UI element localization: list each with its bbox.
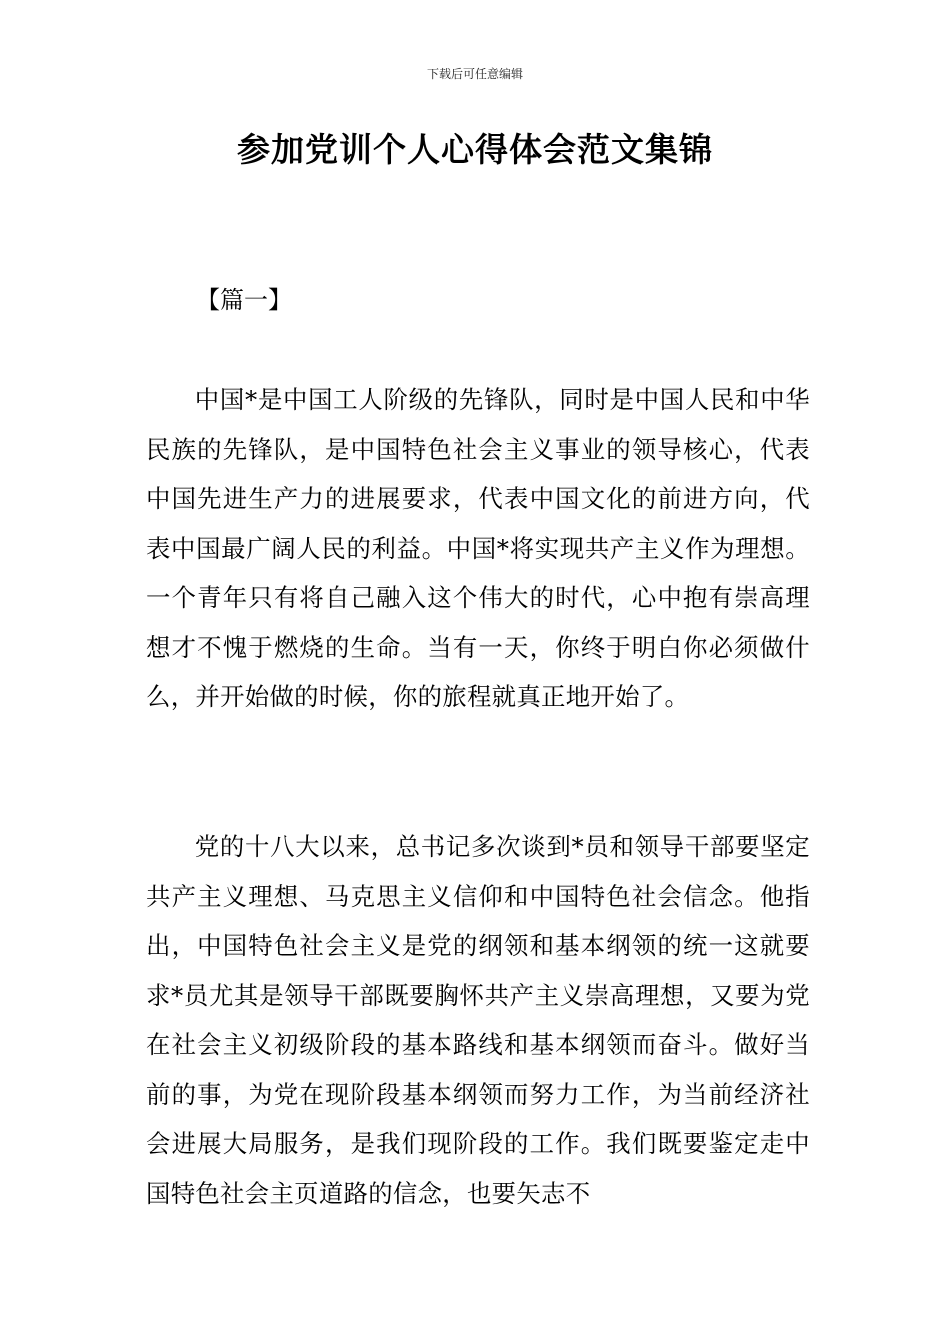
body-paragraph-2: 党的十八大以来，总书记多次谈到*员和领导干部要坚定共产主义理想、马克思主义信仰和中国特色社会信念。他指出，中国特色社会主义是党的纲领和基本纲领的统一这就要求*员尤其是领导干部既要胸怀共产主义崇高理想，又要为党在社会主义初级阶段的基本路线和基本纲领而奋斗。做好当前的事，为党在现阶段基本纲领而努力工作，为当前经济社会进展大局服务，是我们现阶段的工作。我们既要鉴定走中国特色社会主页道路的信念，也要矢志不 [146,832,810,1208]
document-title: 参加党训个人心得体会范文集锦 [237,130,713,169]
section-label: 【篇一】 [196,286,292,314]
header-note: 下载后可任意编辑 [426,67,523,81]
body-paragraph-1: 中国*是中国工人阶级的先锋队，同时是中国人民和中华民族的先锋队，是中国特色社会主义事业的领导核心，代表中国先进生产力的进展要求，代表中国文化的前进方向，代表中国最广阔人民的利益。中国*将实现共产主义作为理想。一个青年只有将自己融入这个伟大的时代，心中抱有崇高理想才不愧于燃烧的生命。当有一天，你终于明白你必须做什么，并开始做的时候，你的旅程就真正地开始了。 [146,385,810,711]
